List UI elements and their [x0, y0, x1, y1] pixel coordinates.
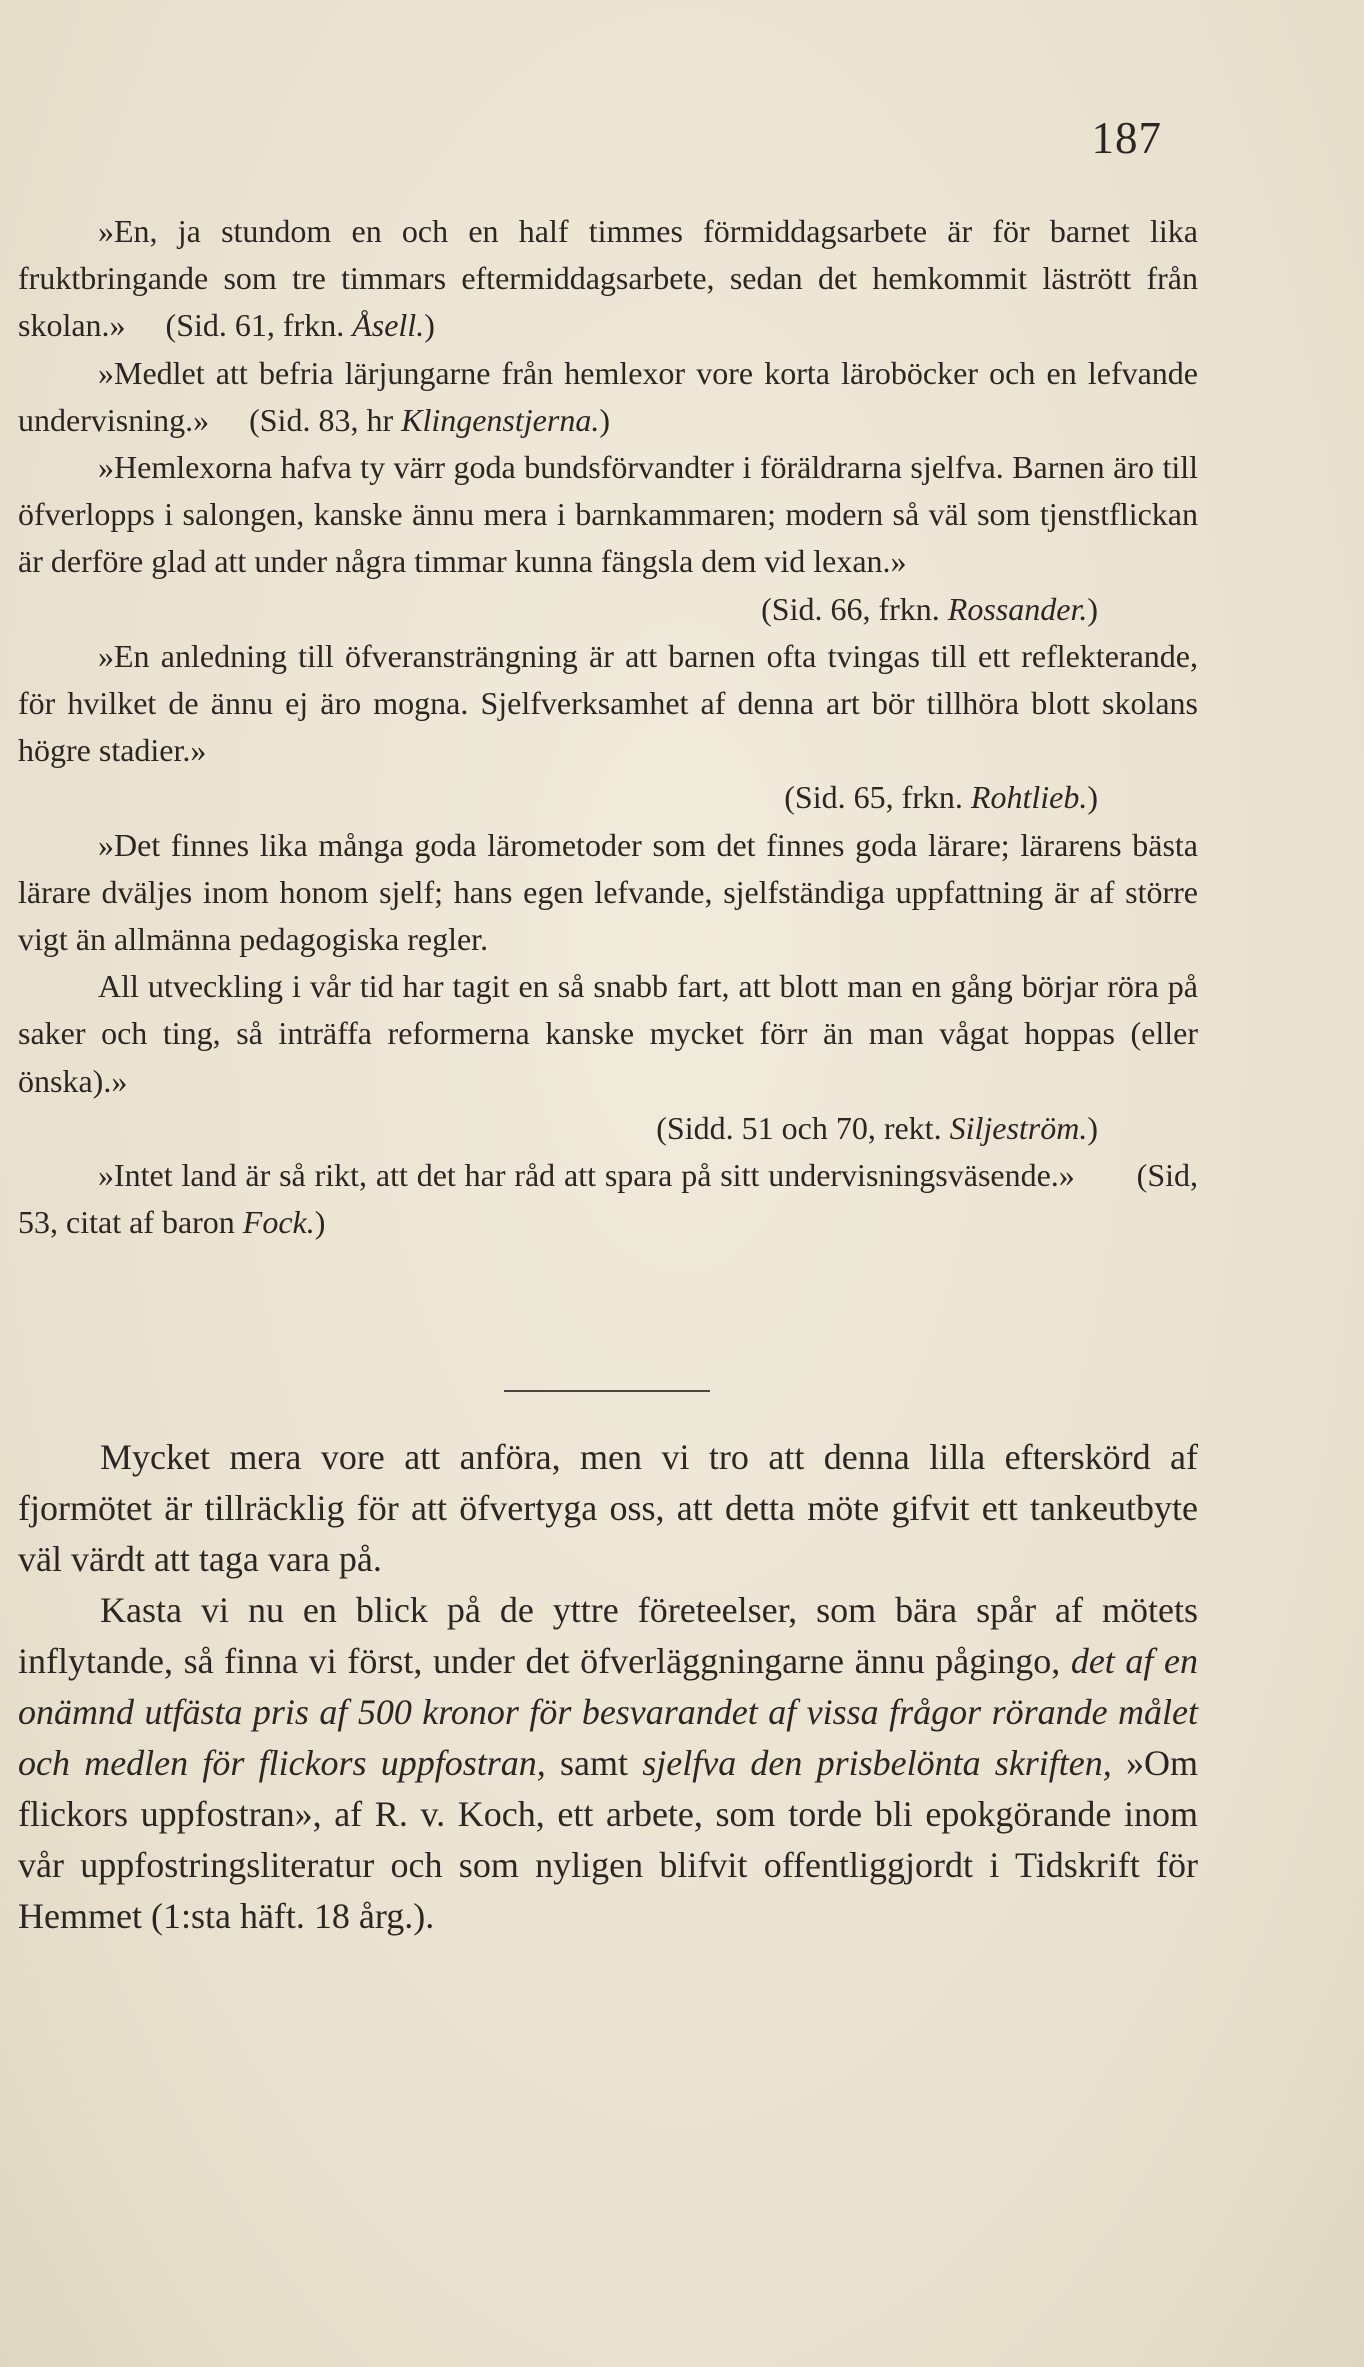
quote-text: »En, ja stundom en och en half timmes förmiddagsarbete är för barnet lika fruktbringande som tre timmars eftermiddagsarbete, sedan det hemkommit lästrött från skolan.» — [18, 213, 1198, 344]
quote-klingenstjerna — [18, 350, 1198, 444]
page-number: 187 — [1091, 113, 1162, 163]
quote-text: All utveckling i vår tid har tagit en så snabb fart, att blott man en gång börjar röra på saker och ting, så inträffa reformerna kanske mycket förr än man vågat hoppas (eller önska).» — [18, 968, 1198, 1099]
paragraph: Mycket mera vore att anföra, men vi tro att denna lilla efterskörd af fjormötet är tillräcklig för att öfvertyga oss, att detta möte gifvit ett tankeutbyte väl värdt att taga vara på. — [18, 1437, 1198, 1579]
quote-text: »Medlet att befria lärjungarne från hemlexor vore korta läroböcker och en lefvande undervisning.» — [18, 354, 1198, 438]
main-text — [18, 1432, 1198, 1942]
author-name: Rohtlieb. — [970, 779, 1088, 816]
quote-source: (Sid. 65, frkn. Rohtlieb.) — [784, 779, 1098, 816]
quote-siljestrom-cont — [18, 963, 1198, 1105]
author-name: Fock. — [242, 1204, 315, 1241]
quotations-section — [18, 208, 1198, 1246]
quote-text: »En anledning till öfveransträngning är att barnen ofta tvingas till ett reflekterande, för hvilket de ännu ej äro mogna. Sjelfverksamhet af denna art bör tillhöra blott skolans högre stadier.» — [18, 637, 1198, 769]
quote-text: »Hemlexorna hafva ty värr goda bundsförvandter i föräldrarna sjelfva. Barnen äro till öfverlopps i salongen, kanske ännu mera i barnkammaren; modern så väl som tjenstflickan är derföre glad att under några timmar kunna fängsla dem vid lexan.» — [18, 449, 1198, 580]
author-name: Siljeström. — [949, 1109, 1088, 1146]
quote-rossander — [18, 444, 1198, 586]
quote-text: »Intet land är så rikt, att det har råd att spara på sitt undervisningsväsende.» — [98, 1157, 1075, 1194]
paragraph: Kasta vi nu en blick på de yttre företeelser, som bära spår af mötets inflytande, så finna vi först, under det öfverläggningarne ännu pågingo, det af en onämnd utfästa pris af 500 kronor för besvarandet af vissa frågor rörande målet och medlen för flickors uppfostran, samt sjelfva den prisbelönta skriften, »Om flickors uppfostran», af R. v. Koch, ett arbete, som torde bli epokgörande inom vår uppfostringsliteratur och som nyligen blifvit offentliggjordt i Tidskrift för Hemmet (1:sta häft. 18 årg.). — [18, 1590, 1199, 1936]
quote-source: (Sid, 53, citat af baron Fock.) — [18, 1157, 1199, 1241]
quote-source: (Sid. 83, hr Klingenstjerna.) — [249, 401, 610, 438]
quote-fock — [18, 1152, 1198, 1246]
quote-source: (Sid. 61, frkn. Åsell.) — [165, 307, 435, 344]
quote-rohtlieb — [18, 633, 1198, 775]
section-divider — [504, 1390, 710, 1392]
emphasized-text: sjelfva den prisbelönta skriften, — [642, 1743, 1112, 1783]
quote-asell — [18, 208, 1198, 350]
quote-source: (Sid. 66, frkn. Rossander.) — [761, 590, 1098, 627]
emphasized-text: det af en onämnd utfästa pris af 500 kronor för besvarandet af vissa frågor rörande målet och medlen för flickors uppfostran, — [18, 1641, 1198, 1783]
author-name: Åsell. — [352, 307, 425, 344]
quote-siljestrom — [18, 822, 1198, 964]
quote-text: »Det finnes lika många goda lärometoder som det finnes goda lärare; lärarens bästa lärare dväljes inom honom sjelf; hans egen lefvande, sjelfständiga uppfattning är af större vigt än allmänna pedagogiska regler. — [18, 826, 1198, 958]
author-name: Rossander. — [947, 590, 1088, 627]
author-name: Klingenstjerna. — [401, 401, 600, 438]
quote-source: (Sidd. 51 och 70, rekt. Siljeström.) — [656, 1109, 1098, 1146]
